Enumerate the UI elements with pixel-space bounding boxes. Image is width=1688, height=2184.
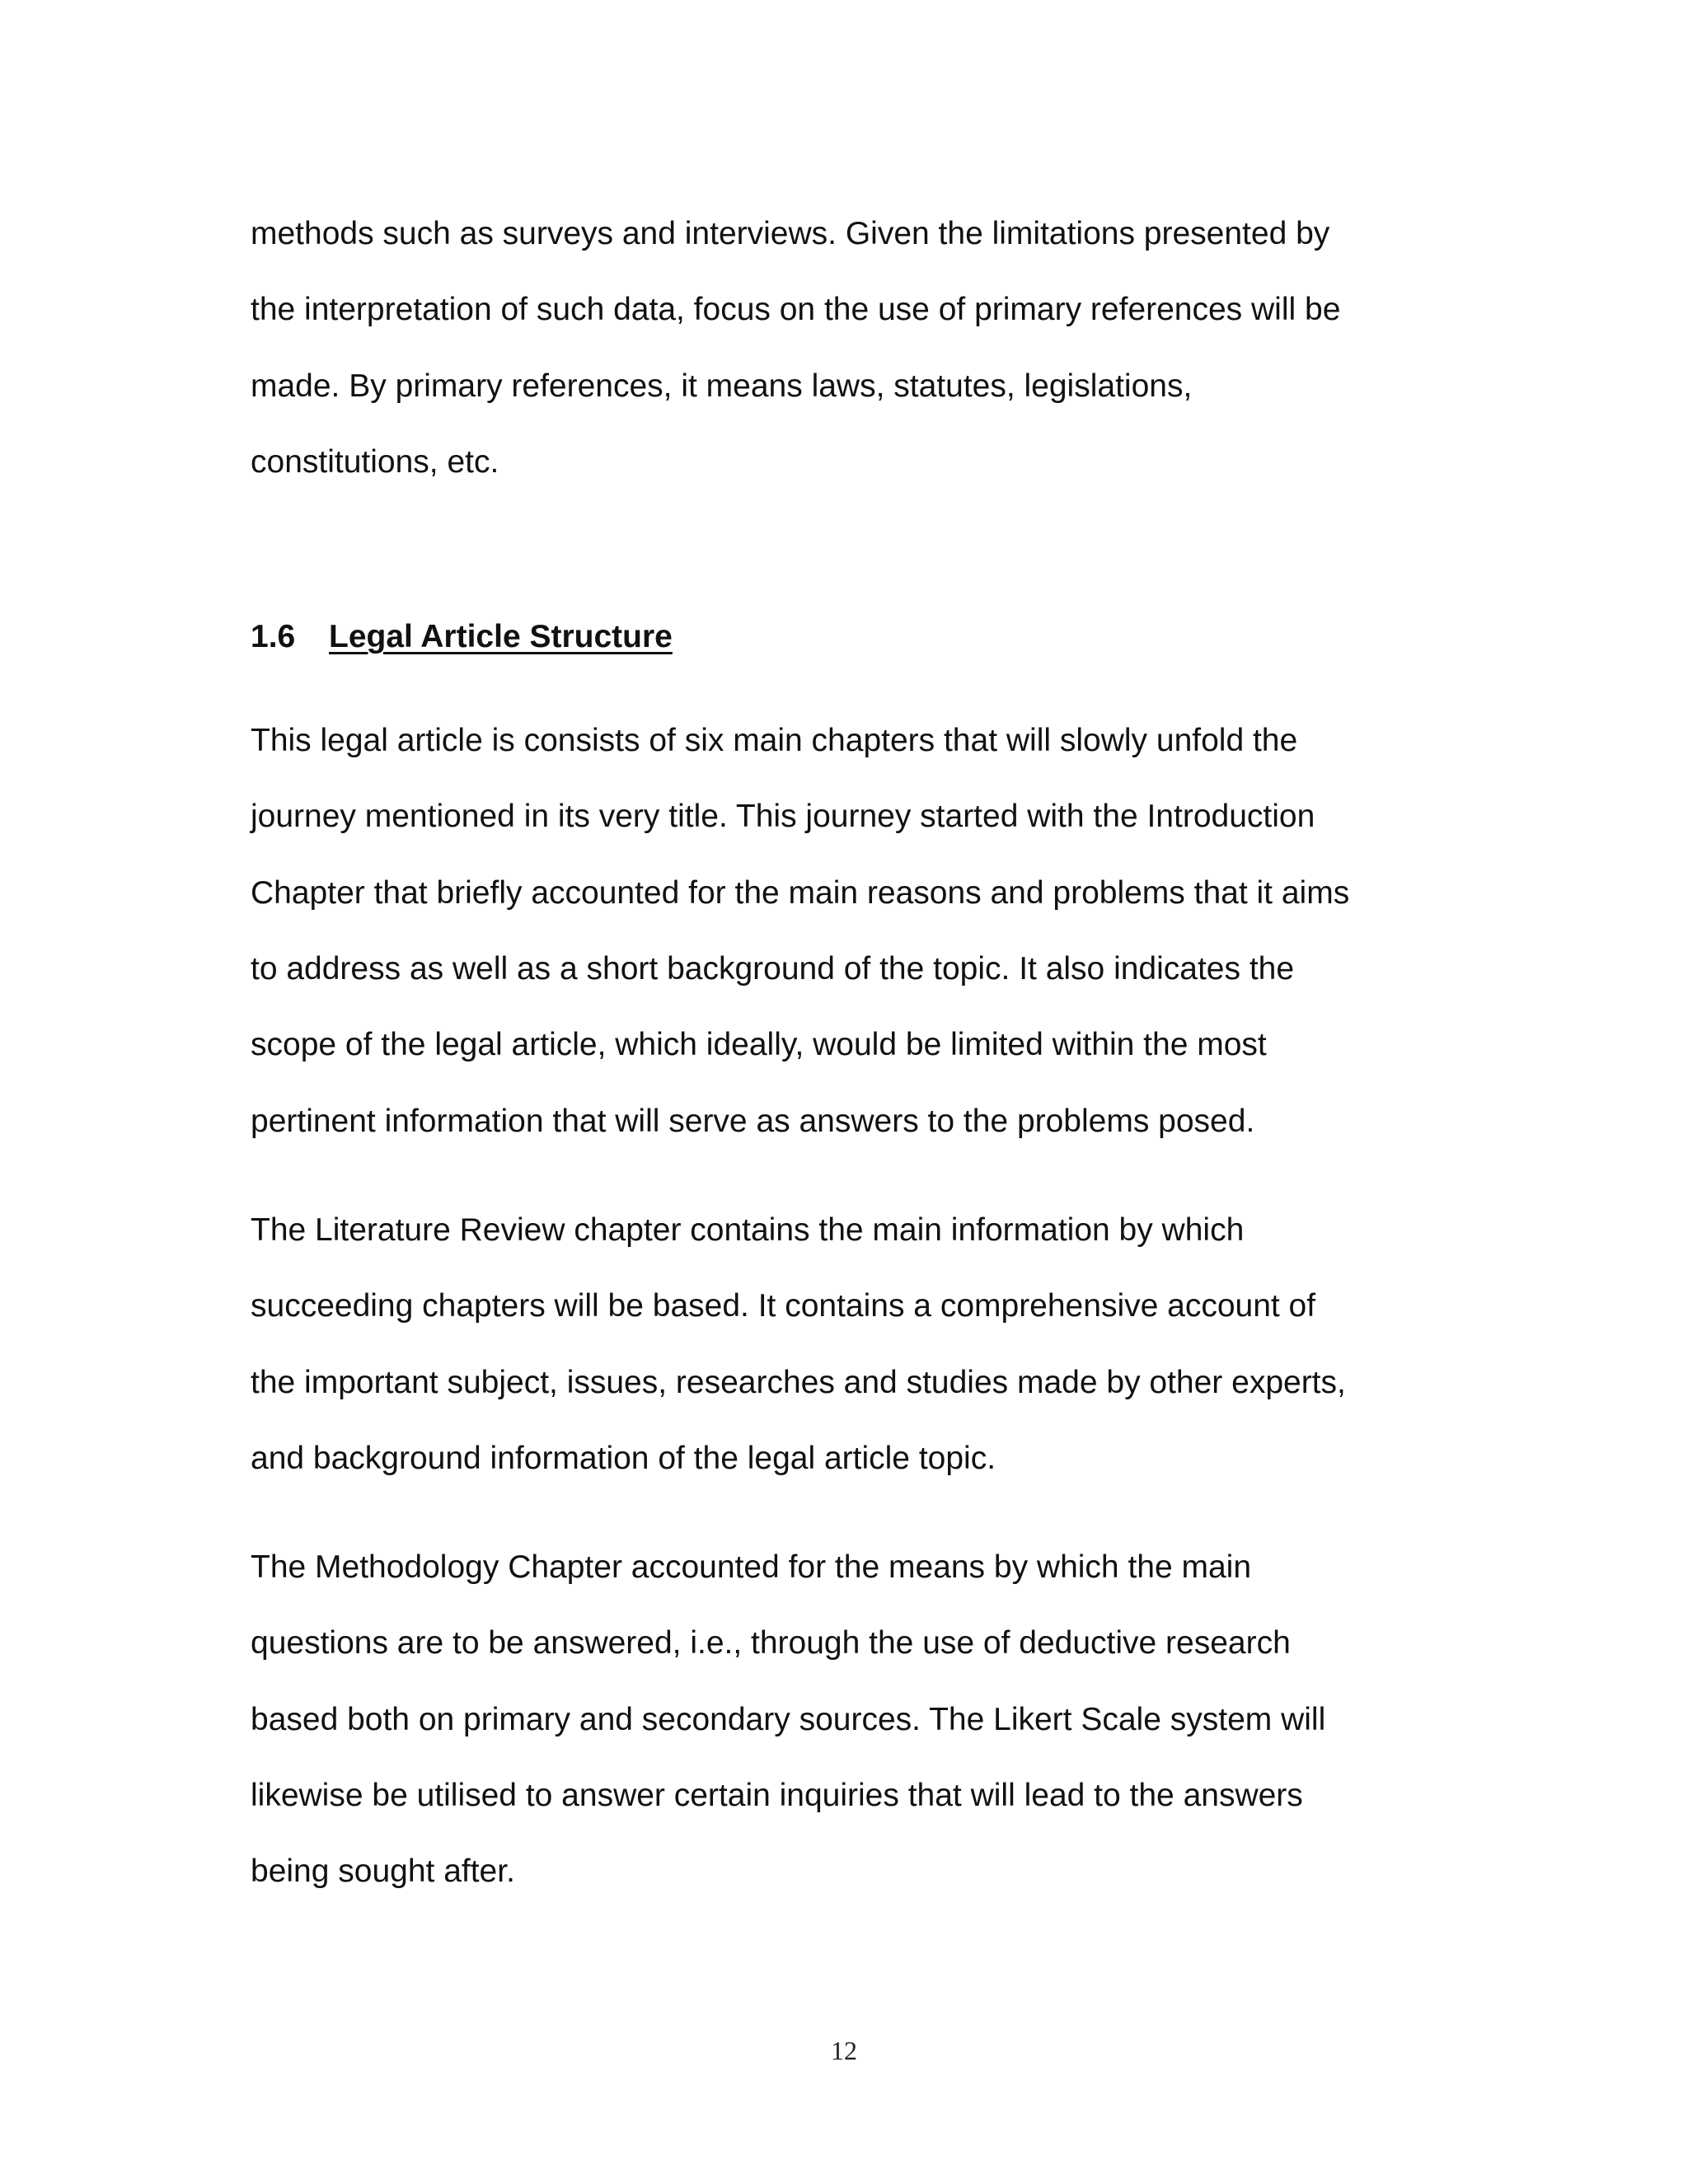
text-line: being sought after. [251, 1854, 515, 1890]
paragraph-methodology [251, 1530, 1404, 1910]
text-line: Chapter that briefly accounted for the main reasons and problems that it aims [251, 874, 1350, 911]
page-number: 12 [831, 2036, 857, 2065]
spacer [251, 1497, 1404, 1530]
text-line: questions are to be answered, i.e., through the use of deductive research [251, 1625, 1291, 1661]
intro-paragraph [251, 196, 1404, 500]
text-line: to address as well as a short background of the topic. It also indicates the [251, 951, 1295, 987]
text-line: scope of the legal article, which ideally, would be limited within the most [251, 1027, 1267, 1063]
text-line: based both on primary and secondary sources. The Likert Scale system will [251, 1701, 1326, 1737]
spacer [251, 1160, 1404, 1193]
text-line: the interpretation of such data, focus on the use of primary references will be [251, 292, 1341, 328]
text-line: succeeding chapters will be based. It contains a comprehensive account of [251, 1288, 1316, 1324]
section-heading [251, 599, 1404, 675]
spacer [251, 675, 1404, 703]
text-line: pertinent information that will serve as answers to the problems posed. [251, 1103, 1255, 1139]
text-line: constitutions, etc. [251, 443, 499, 480]
text-line: The Methodology Chapter accounted for the means by which the main [251, 1549, 1252, 1586]
section-title: Legal Article Structure [329, 619, 673, 655]
paragraph-structure-intro [251, 703, 1404, 1160]
section-number: 1.6 [251, 619, 296, 655]
text-line: likewise be utilised to answer certain inquiries that will lead to the answers [251, 1778, 1303, 1814]
text-line: The Literature Review chapter contains the main information by which [251, 1212, 1245, 1248]
page-content [251, 196, 1404, 1910]
text-line: the important subject, issues, researches and studies made by other experts, [251, 1364, 1346, 1400]
text-line: methods such as surveys and interviews. Given the limitations presented by [251, 216, 1330, 251]
text-line: and background information of the legal article topic. [251, 1440, 996, 1476]
paragraph-literature-review [251, 1193, 1404, 1497]
text-line: This legal article is consists of six main chapters that will slowly unfold the [251, 723, 1298, 759]
text-line: journey mentioned in its very title. This journey started with the Introduction [251, 799, 1315, 835]
text-line: made. By primary references, it means laws, statutes, legislations, [251, 368, 1193, 404]
spacer [251, 500, 1404, 599]
